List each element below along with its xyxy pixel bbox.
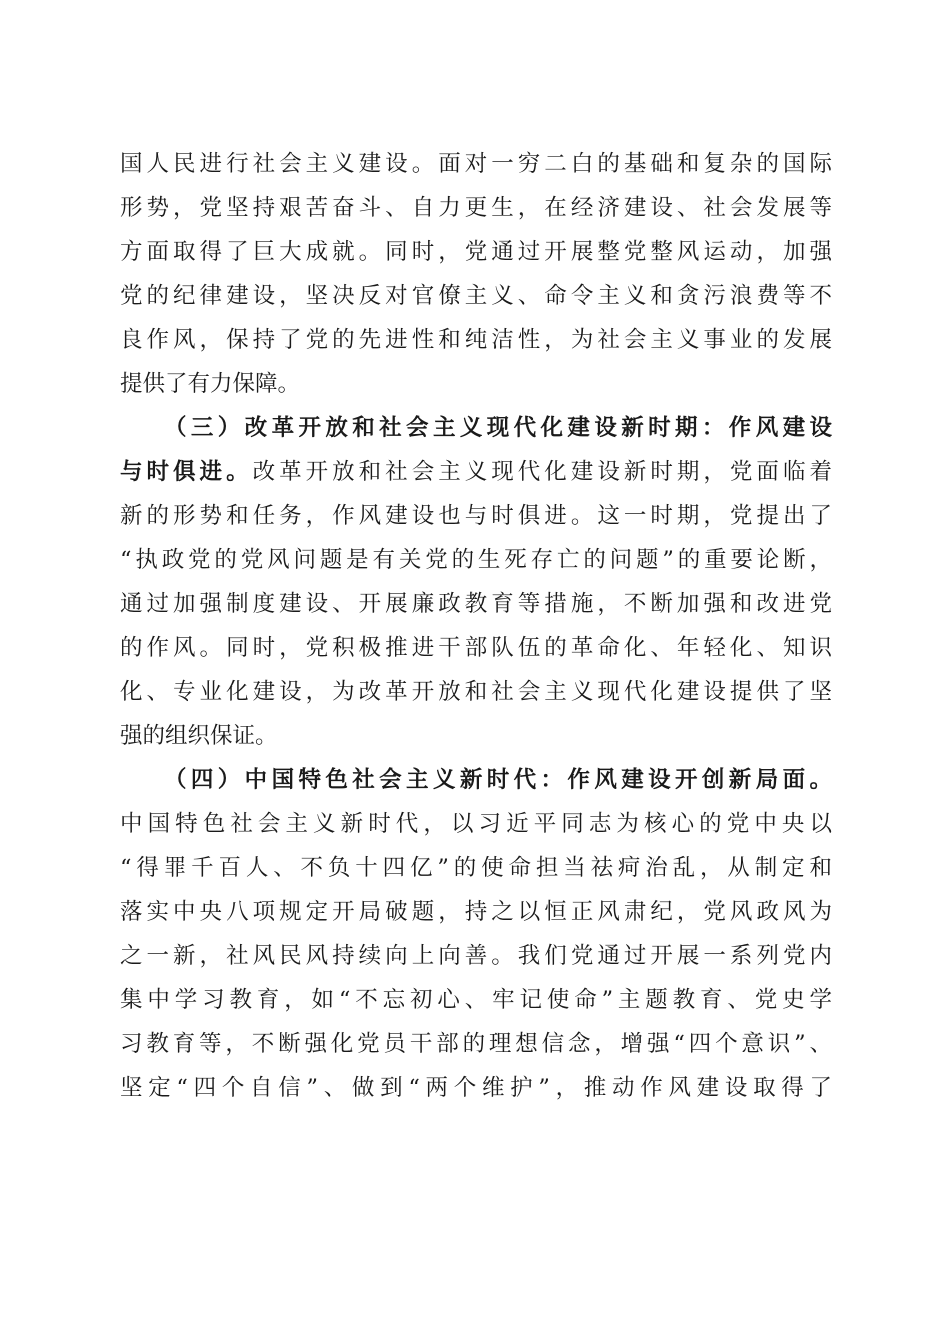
- heading-line: 与时俱进。改革开放和社会主义现代化建设新时期，党面临着: [120, 459, 832, 485]
- paragraph-line: 化、专业化建设，为改革开放和社会主义现代化建设提供了坚: [120, 679, 832, 705]
- paragraph-line: 集中学习教育，如“不忘初心、牢记使命”主题教育、党史学: [120, 987, 832, 1013]
- paragraph-line: 习教育等，不断强化党员干部的理想信念，增强“四个意识”、: [120, 1031, 832, 1057]
- section-heading: （三）改革开放和社会主义现代化建设新时期：作风建设: [164, 415, 832, 441]
- paragraph-line: 提供了有力保障。: [120, 371, 301, 397]
- paragraph-line: 形势，党坚持艰苦奋斗、自力更生，在经济建设、社会发展等: [120, 195, 832, 221]
- paragraph-line: 的作风。同时，党积极推进干部队伍的革命化、年轻化、知识: [120, 635, 832, 661]
- paragraph-line: 国人民进行社会主义建设。面对一穷二白的基础和复杂的国际: [120, 151, 832, 177]
- paragraph-line: “执政党的党风问题是有关党的生死存亡的问题”的重要论断，: [120, 547, 832, 573]
- paragraph-line: 通过加强制度建设、开展廉政教育等措施，不断加强和改进党: [120, 591, 832, 617]
- section-heading: （四）中国特色社会主义新时代：作风建设开创新局面。: [164, 767, 832, 793]
- paragraph-line: 中国特色社会主义新时代，以习近平同志为核心的党中央以: [120, 811, 832, 837]
- paragraph-line: 良作风，保持了党的先进性和纯洁性，为社会主义事业的发展: [120, 327, 832, 353]
- paragraph-line: 坚定“四个自信”、做到“两个维护”，推动作风建设取得了: [120, 1075, 832, 1101]
- paragraph-line: 方面取得了巨大成就。同时，党通过开展整党整风运动，加强: [120, 239, 832, 265]
- heading-line: [120, 406, 832, 450]
- paragraph-line: “得罪千百人、不负十四亿”的使命担当祛疴治乱，从制定和: [120, 855, 832, 881]
- paragraph-line: 新的形势和任务，作风建设也与时俱进。这一时期，党提出了: [120, 503, 832, 529]
- heading-line: [120, 758, 832, 802]
- section-heading: 与时俱进。: [120, 459, 253, 485]
- paragraph-line: 强的组织保证。: [120, 723, 278, 749]
- paragraph-line: 落实中央八项规定开局破题，持之以恒正风肃纪，党风政风为: [120, 899, 832, 925]
- body-text: [120, 142, 832, 1110]
- paragraph-line: 之一新，社风民风持续向上向善。我们党通过开展一系列党内: [120, 943, 832, 969]
- paragraph-line: 党的纪律建设，坚决反对官僚主义、命令主义和贪污浪费等不: [120, 283, 832, 309]
